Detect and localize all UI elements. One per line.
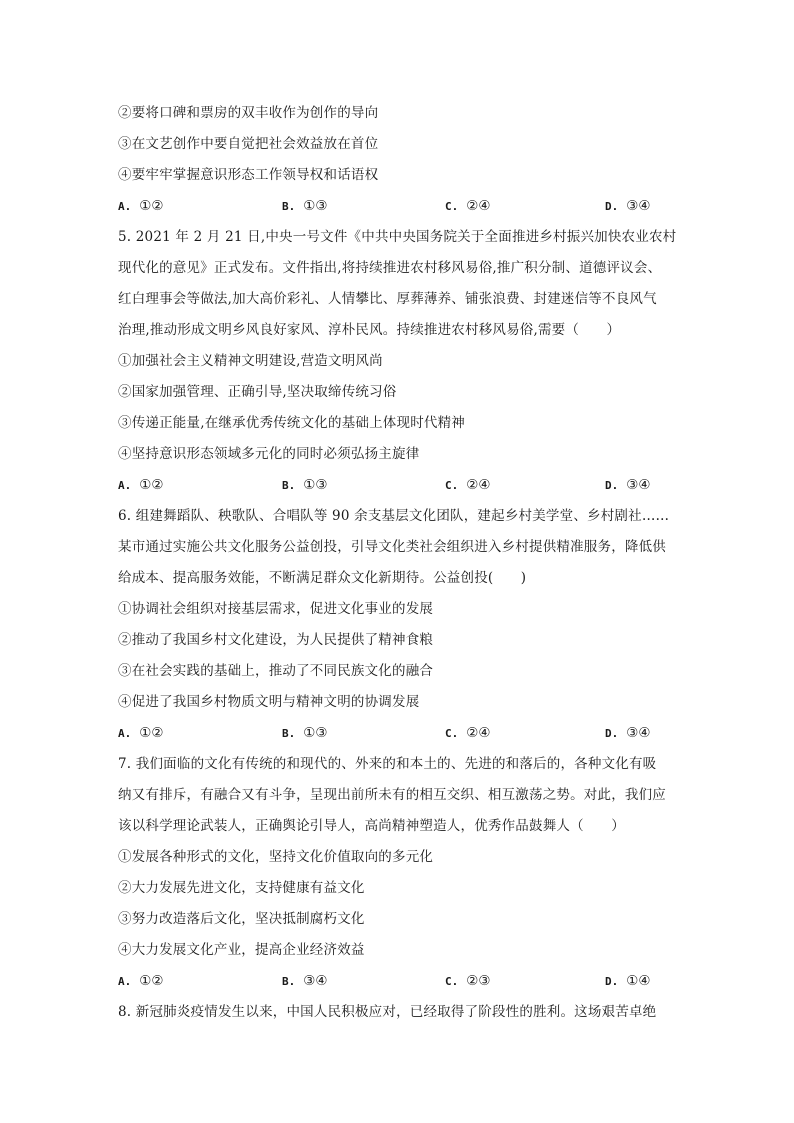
option-value: ③④ — [626, 477, 651, 493]
text-line: ②国家加强管理、正确引导,坚决取缔传统习俗 — [118, 384, 397, 400]
text-line: ④坚持意识形态领域多元化的同时必须弘扬主旋律 — [118, 446, 420, 462]
option-c — [445, 191, 490, 222]
option-key: D. — [605, 727, 619, 740]
text-line: ③传递正能量,在继承优秀传统文化的基础上体现时代精神 — [118, 415, 465, 431]
text-line: ①协调社会组织对接基层需求，促进文化事业的发展 — [118, 601, 434, 617]
text-line: ③在文艺创作中要自觉把社会效益放在首位 — [118, 136, 379, 152]
text-line: ③在社会实践的基础上，推动了不同民族文化的融合 — [118, 663, 434, 679]
option-key: B. — [282, 727, 296, 740]
option-c — [445, 470, 490, 501]
option-value: ②④ — [466, 725, 491, 741]
option-value: ①③ — [303, 477, 328, 493]
text-line: 给成本、提高服务效能，不断满足群众文化新期待。公益创投( ) — [118, 570, 527, 586]
option-value: ③④ — [626, 725, 651, 741]
option-key: B. — [282, 479, 296, 492]
option-value: ①② — [139, 973, 164, 989]
option-b — [282, 191, 327, 222]
text-line: 7. 我们面临的文化有传统的和现代的、外来的和本土的、先进的和落后的，各种文化有吸 — [118, 756, 657, 772]
option-a — [118, 966, 163, 997]
text-line: 6. 组建舞蹈队、秧歌队、合唱队等 90 余支基层文化团队，建起乡村美学堂、乡村剧社…… — [118, 508, 670, 524]
answer-options — [118, 470, 678, 501]
option-key: A. — [118, 727, 132, 740]
answer-options — [118, 718, 678, 749]
text-line: ②大力发展先进文化，支持健康有益文化 — [118, 880, 365, 896]
answer-options — [118, 191, 678, 222]
option-key: C. — [445, 479, 459, 492]
option-key: A. — [118, 975, 132, 988]
option-value: ①② — [139, 198, 164, 214]
text-line: ②要将口碑和票房的双丰收作为创作的导向 — [118, 105, 379, 121]
option-value: ③④ — [303, 973, 328, 989]
option-key: A. — [118, 200, 132, 213]
text-line: ①加强社会主义精神文明建设,营造文明风尚 — [118, 353, 383, 369]
option-key: D. — [605, 975, 619, 988]
option-d — [605, 191, 650, 222]
text-line: 5. 2021 年 2 月 21 日,中央一号文件《中共中央国务院关于全面推进乡村振兴加快农业农村 — [118, 229, 677, 245]
option-key: C. — [445, 975, 459, 988]
text-line: ④促进了我国乡村物质文明与精神文明的协调发展 — [118, 694, 420, 710]
text-line: ②推动了我国乡村文化建设，为人民提供了精神食粮 — [118, 632, 434, 648]
text-line: 红白理事会等做法,加大高价彩礼、人情攀比、厚葬薄养、铺张浪费、封建迷信等不良风气 — [118, 291, 657, 307]
text-line: ①发展各种形式的文化，坚持文化价值取向的多元化 — [118, 849, 434, 865]
option-key: C. — [445, 727, 459, 740]
option-a — [118, 718, 163, 749]
text-line: 现代化的意见》正式发布。文件指出,将持续推进农村移风易俗,推广积分制、道德评议会、 — [118, 260, 662, 276]
option-value: ①② — [139, 477, 164, 493]
option-a — [118, 191, 163, 222]
option-value: ③④ — [626, 198, 651, 214]
option-value: ①③ — [303, 198, 328, 214]
text-line: ④要牢牢掌握意识形态工作领导权和话语权 — [118, 167, 379, 183]
option-value: ②③ — [466, 973, 491, 989]
option-value: ①④ — [626, 973, 651, 989]
option-d — [605, 470, 650, 501]
option-c — [445, 718, 490, 749]
text-line: ③努力改造落后文化，坚决抵制腐朽文化 — [118, 911, 365, 927]
text-line: 该以科学理论武装人，正确舆论引导人，高尚精神塑造人，优秀作品鼓舞人（ ） — [118, 818, 625, 834]
option-key: D. — [605, 200, 619, 213]
document-page — [118, 98, 678, 1028]
option-c — [445, 966, 490, 997]
option-value: ②④ — [466, 477, 491, 493]
option-d — [605, 718, 650, 749]
option-b — [282, 718, 327, 749]
option-b — [282, 470, 327, 501]
text-line: 某市通过实施公共文化服务公益创投，引导文化类社会组织进入乡村提供精准服务，降低供 — [118, 539, 666, 555]
text-line: 治理,推动形成文明乡风良好家风、淳朴民风。持续推进农村移风易俗,需要（ ） — [118, 322, 621, 338]
option-b — [282, 966, 327, 997]
answer-options — [118, 966, 678, 997]
option-key: A. — [118, 479, 132, 492]
option-key: C. — [445, 200, 459, 213]
text-line: ④大力发展文化产业，提高企业经济效益 — [118, 942, 365, 958]
option-key: B. — [282, 200, 296, 213]
option-key: D. — [605, 479, 619, 492]
text-line: 纳又有排斥，有融合又有斗争，呈现出前所未有的相互交织、相互激荡之势。对此，我们应 — [118, 787, 666, 803]
option-d — [605, 966, 650, 997]
text-line: 8. 新冠肺炎疫情发生以来，中国人民积极应对，已经取得了阶段性的胜利。这场艰苦卓绝 — [118, 1004, 657, 1020]
option-value: ②④ — [466, 198, 491, 214]
option-value: ①③ — [303, 725, 328, 741]
option-key: B. — [282, 975, 296, 988]
option-value: ①② — [139, 725, 164, 741]
option-a — [118, 470, 163, 501]
